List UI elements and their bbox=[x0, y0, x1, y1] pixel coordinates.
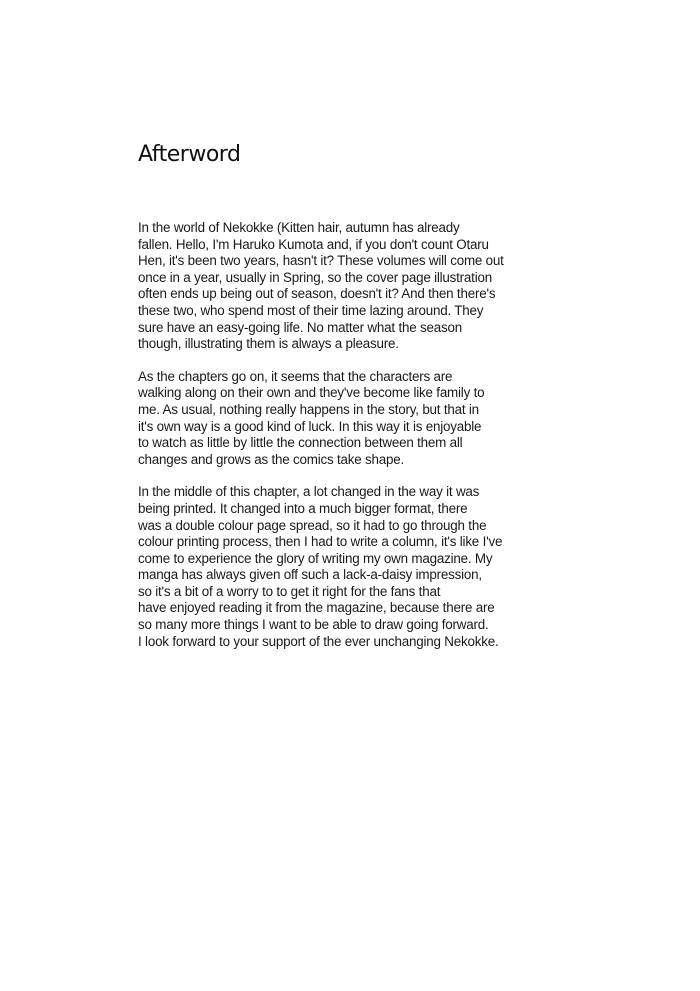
text-line: fallen. Hello, I'm Haruko Kumota and, if you don't count Otaru bbox=[138, 236, 489, 252]
text-line: In the world of Nekokke (Kitten hair, autumn has already bbox=[138, 220, 460, 235]
text-line: Hen, it's been two years, hasn't it? These volumes will come out bbox=[138, 253, 504, 269]
text-line: I look forward to your support of the ever unchanging Nekokke. bbox=[138, 633, 499, 649]
paragraph-2 bbox=[138, 369, 558, 469]
text-line: changes and grows as the comics take shape. bbox=[138, 451, 405, 467]
page-title: Afterword bbox=[138, 142, 241, 167]
text-line: so many more things I want to be able to draw going forward. bbox=[138, 617, 489, 633]
text-line: manga has always given off such a lack-a-daisy impression, bbox=[138, 567, 482, 583]
text-line: so it's a bit of a worry to to get it right for the fans that bbox=[138, 583, 441, 599]
text-line: to watch as little by little the connection between them all bbox=[138, 435, 463, 451]
text-line: was a double colour page spread, so it had to go through the bbox=[138, 517, 487, 533]
text-line: once in a year, usually in Spring, so the cover page illustration bbox=[138, 269, 492, 285]
text-line: In the middle of this chapter, a lot changed in the way it was bbox=[138, 484, 480, 500]
text-line: have enjoyed reading it from the magazine, because there are bbox=[138, 600, 495, 616]
paragraph-1 bbox=[138, 220, 558, 353]
text-line: these two, who spend most of their time lazing around. They bbox=[138, 302, 484, 318]
text-line: come to experience the glory of writing my own magazine. My bbox=[138, 550, 493, 566]
afterword-body bbox=[138, 220, 558, 666]
text-line: sure have an easy-going life. No matter what the season bbox=[138, 319, 462, 335]
text-line: colour printing process, then I had to write a column, it's like I've bbox=[138, 534, 503, 550]
text-line: As the chapters go on, it seems that the characters are bbox=[138, 368, 453, 384]
text-line: being printed. It changed into a much bigger format, there bbox=[138, 500, 468, 516]
text-line: me. As usual, nothing really happens in the story, but that in bbox=[138, 401, 479, 417]
text-line: walking along on their own and they've become like family to bbox=[138, 385, 485, 401]
paragraph-3 bbox=[138, 484, 558, 650]
text-line: often ends up being out of season, doesn't it? And then there's bbox=[138, 286, 496, 302]
text-line: though, illustrating them is always a pleasure. bbox=[138, 336, 399, 352]
text-line: it's own way is a good kind of luck. In this way it is enjoyable bbox=[138, 418, 482, 434]
